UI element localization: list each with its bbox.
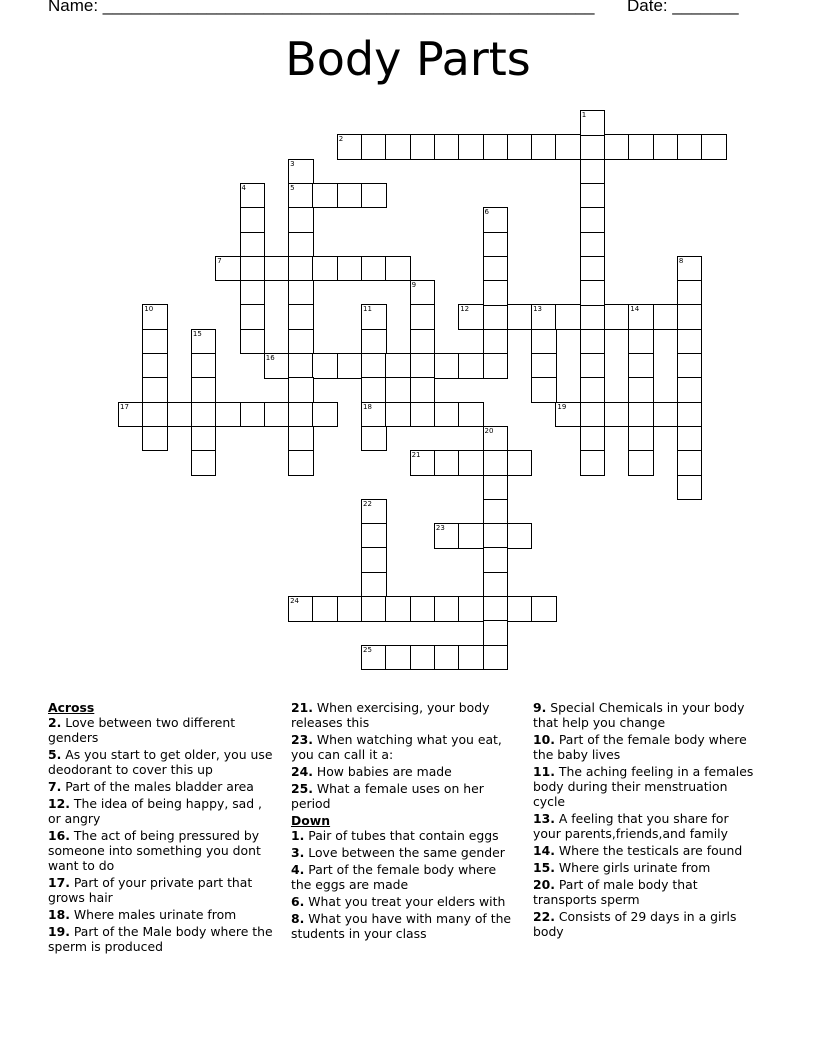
grid-cell[interactable] — [483, 523, 509, 549]
grid-cell[interactable] — [361, 572, 387, 598]
grid-cell[interactable] — [142, 329, 168, 355]
grid-cell[interactable] — [410, 134, 436, 160]
clue-number-label: 10. — [533, 732, 555, 747]
down-clue — [291, 862, 516, 892]
grid-cell[interactable] — [288, 377, 314, 403]
grid-cell[interactable] — [434, 134, 460, 160]
grid-cell[interactable] — [458, 134, 484, 160]
grid-cell[interactable] — [458, 450, 484, 476]
grid-cell[interactable] — [458, 304, 484, 330]
grid-cell[interactable] — [288, 304, 314, 330]
grid-cell[interactable] — [312, 596, 338, 622]
clue-number: 1 — [581, 111, 587, 119]
clue-number-label: 3. — [291, 845, 305, 860]
grid-cell[interactable] — [410, 304, 436, 330]
clue-number-label: 1. — [291, 828, 305, 843]
clue-number-label: 25. — [291, 781, 313, 796]
grid-cell[interactable] — [385, 134, 411, 160]
grid-cell[interactable] — [288, 353, 314, 379]
grid-cell[interactable] — [361, 256, 387, 282]
across-clue — [48, 924, 273, 954]
grid-cell[interactable] — [361, 402, 387, 428]
clue-number: 9 — [411, 281, 417, 290]
grid-cell[interactable] — [483, 329, 509, 355]
grid-cell[interactable] — [434, 450, 460, 476]
grid-cell[interactable] — [288, 329, 314, 355]
grid-cell[interactable] — [483, 475, 509, 501]
grid-cell[interactable] — [240, 402, 266, 428]
grid-cell[interactable] — [191, 329, 217, 355]
grid-cell[interactable] — [118, 402, 144, 428]
grid-cell[interactable] — [288, 280, 314, 306]
grid-cell[interactable] — [288, 402, 314, 428]
grid-cell[interactable] — [337, 256, 363, 282]
grid-cell[interactable] — [240, 207, 266, 233]
clue-text: Pair of tubes that contain eggs — [304, 828, 499, 843]
clue-number: 3 — [290, 159, 295, 168]
clue-number: 11 — [363, 305, 372, 314]
grid-cell[interactable] — [191, 450, 217, 476]
clue-number: 5 — [290, 183, 295, 192]
grid-cell[interactable] — [458, 402, 484, 428]
clue-number-label: 4. — [291, 862, 305, 877]
grid-cell[interactable] — [580, 304, 606, 330]
grid-cell[interactable] — [580, 450, 606, 476]
clue-number: 14 — [630, 305, 640, 314]
grid-cell[interactable] — [580, 110, 606, 136]
grid-cell[interactable] — [191, 353, 217, 379]
down-clue — [533, 732, 758, 762]
grid-cell[interactable] — [337, 134, 363, 160]
clue-number: 13 — [533, 305, 543, 314]
grid-cell[interactable] — [264, 256, 290, 282]
grid-cell[interactable] — [580, 377, 606, 403]
grid-cell[interactable] — [142, 353, 168, 379]
grid-cell[interactable] — [580, 402, 606, 428]
across-clue — [48, 747, 273, 777]
across-clue — [48, 828, 273, 873]
clue-text: When exercising, your body releases this — [291, 700, 490, 730]
clue-text: Special Chemicals in your body that help you change — [533, 700, 745, 730]
grid-cell[interactable] — [361, 596, 387, 622]
grid-cell[interactable] — [385, 402, 411, 428]
grid-cell[interactable] — [410, 450, 436, 476]
grid-cell[interactable] — [628, 329, 654, 355]
grid-cell[interactable] — [483, 232, 509, 258]
grid-cell[interactable] — [531, 596, 557, 622]
grid-cell[interactable] — [483, 134, 509, 160]
clue-text: Where girls urinate from — [554, 860, 711, 875]
grid-cell[interactable] — [288, 207, 314, 233]
grid-cell[interactable] — [240, 232, 266, 258]
grid-cell[interactable] — [653, 402, 679, 428]
grid-cell[interactable] — [555, 304, 581, 330]
across-clue — [291, 781, 516, 811]
grid-cell[interactable] — [604, 134, 630, 160]
grid-cell[interactable] — [604, 304, 630, 330]
clue-number: 8 — [678, 256, 684, 265]
grid-cell[interactable] — [167, 402, 193, 428]
grid-cell[interactable] — [434, 645, 460, 671]
down-clue — [533, 764, 758, 809]
grid-cell[interactable] — [288, 159, 314, 185]
clue-text: What a female uses on her period — [291, 781, 484, 811]
grid-cell[interactable] — [240, 280, 266, 306]
clue-text: Part of your private part that grows hair — [48, 875, 253, 905]
grid-cell[interactable] — [483, 620, 509, 646]
down-clue — [291, 845, 516, 860]
clue-number: 22 — [363, 499, 372, 508]
grid-cell[interactable] — [677, 353, 703, 379]
across-clue — [291, 732, 516, 762]
grid-cell[interactable] — [458, 353, 484, 379]
clue-text: Part of the Male body where the sperm is produced — [48, 924, 273, 954]
across-heading: Across — [48, 700, 95, 715]
grid-cell[interactable] — [653, 134, 679, 160]
grid-cell[interactable] — [677, 377, 703, 403]
grid-cell[interactable] — [142, 304, 168, 330]
across-clue — [48, 875, 273, 905]
down-clue — [533, 877, 758, 907]
grid-cell[interactable] — [531, 329, 557, 355]
grid-cell[interactable] — [142, 426, 168, 452]
grid-cell[interactable] — [483, 426, 509, 452]
grid-cell[interactable] — [507, 523, 533, 549]
grid-cell[interactable] — [628, 353, 654, 379]
grid-cell[interactable] — [191, 402, 217, 428]
grid-cell[interactable] — [361, 134, 387, 160]
grid-cell[interactable] — [312, 256, 338, 282]
clue-number-label: 8. — [291, 911, 305, 926]
grid-cell[interactable] — [434, 402, 460, 428]
grid-cell[interactable] — [628, 304, 654, 330]
clue-text: Love between two different genders — [48, 715, 236, 745]
grid-cell[interactable] — [288, 450, 314, 476]
clue-text: Part of the female body where the baby lives — [533, 732, 747, 762]
clue-number: 20 — [484, 426, 494, 435]
clues-column-3 — [533, 700, 758, 941]
grid-cell[interactable] — [337, 596, 363, 622]
clue-number: 25 — [363, 645, 372, 654]
down-clue — [291, 894, 516, 909]
grid-cell[interactable] — [410, 645, 436, 671]
clue-number-label: 7. — [48, 779, 62, 794]
grid-cell[interactable] — [483, 547, 509, 573]
down-clue — [533, 909, 758, 939]
clue-text: The idea of being happy, sad , or angry — [48, 796, 262, 826]
down-clue — [533, 860, 758, 875]
grid-cell[interactable] — [288, 426, 314, 452]
grid-cell[interactable] — [240, 329, 266, 355]
grid-cell[interactable] — [240, 183, 266, 209]
grid-cell[interactable] — [434, 523, 460, 549]
clue-number-label: 5. — [48, 747, 62, 762]
grid-cell[interactable] — [507, 304, 533, 330]
clue-text: Where males urinate from — [69, 907, 237, 922]
grid-cell[interactable] — [507, 596, 533, 622]
grid-cell[interactable] — [410, 402, 436, 428]
grid-cell[interactable] — [531, 353, 557, 379]
down-heading: Down — [291, 813, 331, 828]
clues-column-1 — [48, 700, 273, 956]
clue-text: When watching what you eat, you can call it a: — [291, 732, 502, 762]
clue-number: 16 — [265, 354, 275, 362]
clue-number-label: 9. — [533, 700, 547, 715]
clue-number: 4 — [241, 183, 246, 192]
grid-cell[interactable] — [191, 377, 217, 403]
clues-column-2 — [291, 700, 516, 943]
clue-text: How babies are made — [312, 764, 452, 779]
grid-cell[interactable] — [458, 523, 484, 549]
name-label: Name: — [48, 0, 103, 15]
across-clue — [48, 779, 273, 794]
clue-text: The act of being pressured by someone into something you dont want to do — [48, 828, 261, 873]
grid-cell[interactable] — [434, 596, 460, 622]
grid-cell[interactable] — [677, 475, 703, 501]
grid-cell[interactable] — [264, 353, 290, 379]
clue-number: 6 — [484, 208, 489, 217]
grid-cell[interactable] — [483, 304, 509, 330]
grid-cell[interactable] — [288, 596, 314, 622]
clue-text: Part of male body that transports sperm — [533, 877, 698, 907]
grid-cell[interactable] — [142, 377, 168, 403]
grid-cell[interactable] — [240, 304, 266, 330]
grid-cell[interactable] — [483, 353, 509, 379]
grid-cell[interactable] — [288, 183, 314, 209]
grid-cell[interactable] — [483, 499, 509, 525]
grid-cell[interactable] — [410, 329, 436, 355]
grid-cell[interactable] — [580, 134, 606, 160]
grid-cell[interactable] — [337, 183, 363, 209]
grid-cell[interactable] — [628, 402, 654, 428]
grid-cell[interactable] — [264, 402, 290, 428]
clue-text: The aching feeling in a females body during their menstruation cycle — [533, 764, 754, 809]
grid-cell[interactable] — [628, 377, 654, 403]
down-clue — [533, 811, 758, 841]
grid-cell[interactable] — [653, 304, 679, 330]
clue-number-label: 16. — [48, 828, 70, 843]
grid-cell[interactable] — [483, 207, 509, 233]
grid-cell[interactable] — [677, 329, 703, 355]
across-clue — [291, 764, 516, 779]
grid-cell[interactable] — [410, 353, 436, 379]
grid-cell[interactable] — [507, 134, 533, 160]
clue-number: 21 — [411, 451, 421, 460]
down-clue — [291, 828, 516, 843]
clue-number-label: 6. — [291, 894, 305, 909]
clue-number-label: 24. — [291, 764, 313, 779]
grid-cell[interactable] — [142, 402, 168, 428]
grid-cell[interactable] — [458, 596, 484, 622]
grid-cell[interactable] — [580, 159, 606, 185]
grid-cell[interactable] — [240, 256, 266, 282]
grid-cell[interactable] — [385, 596, 411, 622]
grid-cell[interactable] — [555, 134, 581, 160]
clue-number: 15 — [192, 329, 202, 338]
grid-cell[interactable] — [483, 256, 509, 282]
across-clue — [48, 907, 273, 922]
clue-number-label: 12. — [48, 796, 70, 811]
grid-cell[interactable] — [628, 450, 654, 476]
grid-cell[interactable] — [677, 402, 703, 428]
grid-cell[interactable] — [434, 353, 460, 379]
grid-cell[interactable] — [361, 304, 387, 330]
clue-text: What you have with many of the students in your class — [291, 911, 512, 941]
clue-number-label: 17. — [48, 875, 70, 890]
clue-text: A feeling that you share for your parents,friends,and family — [533, 811, 729, 841]
clue-text: Part of the female body where the eggs are made — [291, 862, 497, 892]
grid-cell[interactable] — [361, 353, 387, 379]
clue-number-label: 20. — [533, 877, 555, 892]
grid-cell[interactable] — [483, 572, 509, 598]
grid-cell[interactable] — [677, 280, 703, 306]
grid-cell[interactable] — [628, 426, 654, 452]
grid-cell[interactable] — [507, 450, 533, 476]
clue-text: Part of the males bladder area — [61, 779, 254, 794]
grid-cell[interactable] — [361, 499, 387, 525]
grid-cell[interactable] — [580, 280, 606, 306]
grid-cell[interactable] — [580, 426, 606, 452]
grid-cell[interactable] — [312, 353, 338, 379]
grid-cell[interactable] — [312, 183, 338, 209]
grid-cell[interactable] — [361, 523, 387, 549]
name-line[interactable]: ____________________________________________________ — [102, 0, 595, 15]
grid-cell[interactable] — [677, 450, 703, 476]
grid-cell[interactable] — [531, 304, 557, 330]
grid-cell[interactable] — [361, 426, 387, 452]
clue-text: Consists of 29 days in a girls body — [533, 909, 737, 939]
page-title: Body Parts — [285, 32, 531, 86]
clue-text: What you treat your elders with — [304, 894, 506, 909]
clue-number: 19 — [557, 402, 567, 411]
grid-cell[interactable] — [361, 547, 387, 573]
down-clue — [291, 911, 516, 941]
grid-cell[interactable] — [410, 596, 436, 622]
clue-number: 24 — [290, 597, 300, 605]
grid-cell[interactable] — [458, 645, 484, 671]
grid-cell[interactable] — [337, 353, 363, 379]
clue-text: Love between the same gender — [304, 845, 505, 860]
down-clue — [533, 843, 758, 858]
clue-text: As you start to get older, you use deodorant to cover this up — [48, 747, 273, 777]
grid-cell[interactable] — [312, 402, 338, 428]
grid-cell[interactable] — [580, 207, 606, 233]
clue-number: 2 — [338, 135, 344, 144]
clue-text: Where the testicals are found — [554, 843, 743, 858]
grid-cell[interactable] — [628, 134, 654, 160]
grid-cell[interactable] — [385, 256, 411, 282]
clue-number-label: 13. — [533, 811, 555, 826]
date-line[interactable]: _______ — [672, 0, 739, 15]
clue-number-label: 15. — [533, 860, 555, 875]
grid-cell[interactable] — [580, 353, 606, 379]
across-clue — [291, 700, 516, 730]
grid-cell[interactable] — [580, 232, 606, 258]
clue-number-label: 14. — [533, 843, 555, 858]
grid-cell[interactable] — [604, 402, 630, 428]
down-clue — [533, 700, 758, 730]
grid-cell[interactable] — [483, 596, 509, 622]
clue-number: 17 — [120, 402, 129, 411]
grid-cell[interactable] — [361, 183, 387, 209]
date-label: Date: — [627, 0, 673, 15]
grid-cell[interactable] — [483, 450, 509, 476]
grid-cell[interactable] — [580, 329, 606, 355]
grid-cell[interactable] — [677, 426, 703, 452]
grid-cell[interactable] — [483, 645, 509, 671]
clue-number: 18 — [363, 402, 372, 411]
grid-cell[interactable] — [531, 134, 557, 160]
grid-cell[interactable] — [531, 377, 557, 403]
grid-cell[interactable] — [580, 183, 606, 209]
grid-cell[interactable] — [361, 645, 387, 671]
grid-cell[interactable] — [385, 377, 411, 403]
grid-cell[interactable] — [215, 402, 241, 428]
clue-number-label: 2. — [48, 715, 62, 730]
across-clue — [48, 796, 273, 826]
clue-number-label: 18. — [48, 907, 70, 922]
grid-cell[interactable] — [191, 426, 217, 452]
clue-number-label: 21. — [291, 700, 313, 715]
clue-number-label: 22. — [533, 909, 555, 924]
clue-number-label: 19. — [48, 924, 70, 939]
grid-cell[interactable] — [288, 232, 314, 258]
clue-number-label: 11. — [533, 764, 555, 779]
grid-cell[interactable] — [361, 329, 387, 355]
across-clue — [48, 715, 273, 745]
grid-cell[interactable] — [677, 256, 703, 282]
grid-cell[interactable] — [288, 256, 314, 282]
grid-cell[interactable] — [410, 280, 436, 306]
grid-cell[interactable] — [701, 134, 727, 160]
grid-cell[interactable] — [385, 645, 411, 671]
grid-cell[interactable] — [677, 134, 703, 160]
grid-cell[interactable] — [677, 304, 703, 330]
clue-number-label: 23. — [291, 732, 313, 747]
clue-number: 23 — [435, 524, 445, 533]
grid-cell[interactable] — [410, 377, 436, 403]
grid-cell[interactable] — [580, 256, 606, 282]
clue-number: 12 — [460, 305, 470, 314]
grid-cell[interactable] — [361, 377, 387, 403]
grid-cell[interactable] — [483, 280, 509, 306]
grid-cell[interactable] — [555, 402, 581, 428]
grid-cell[interactable] — [385, 353, 411, 379]
clue-number: 7 — [217, 256, 222, 265]
grid-cell[interactable] — [215, 256, 241, 282]
clue-number: 10 — [144, 305, 154, 314]
